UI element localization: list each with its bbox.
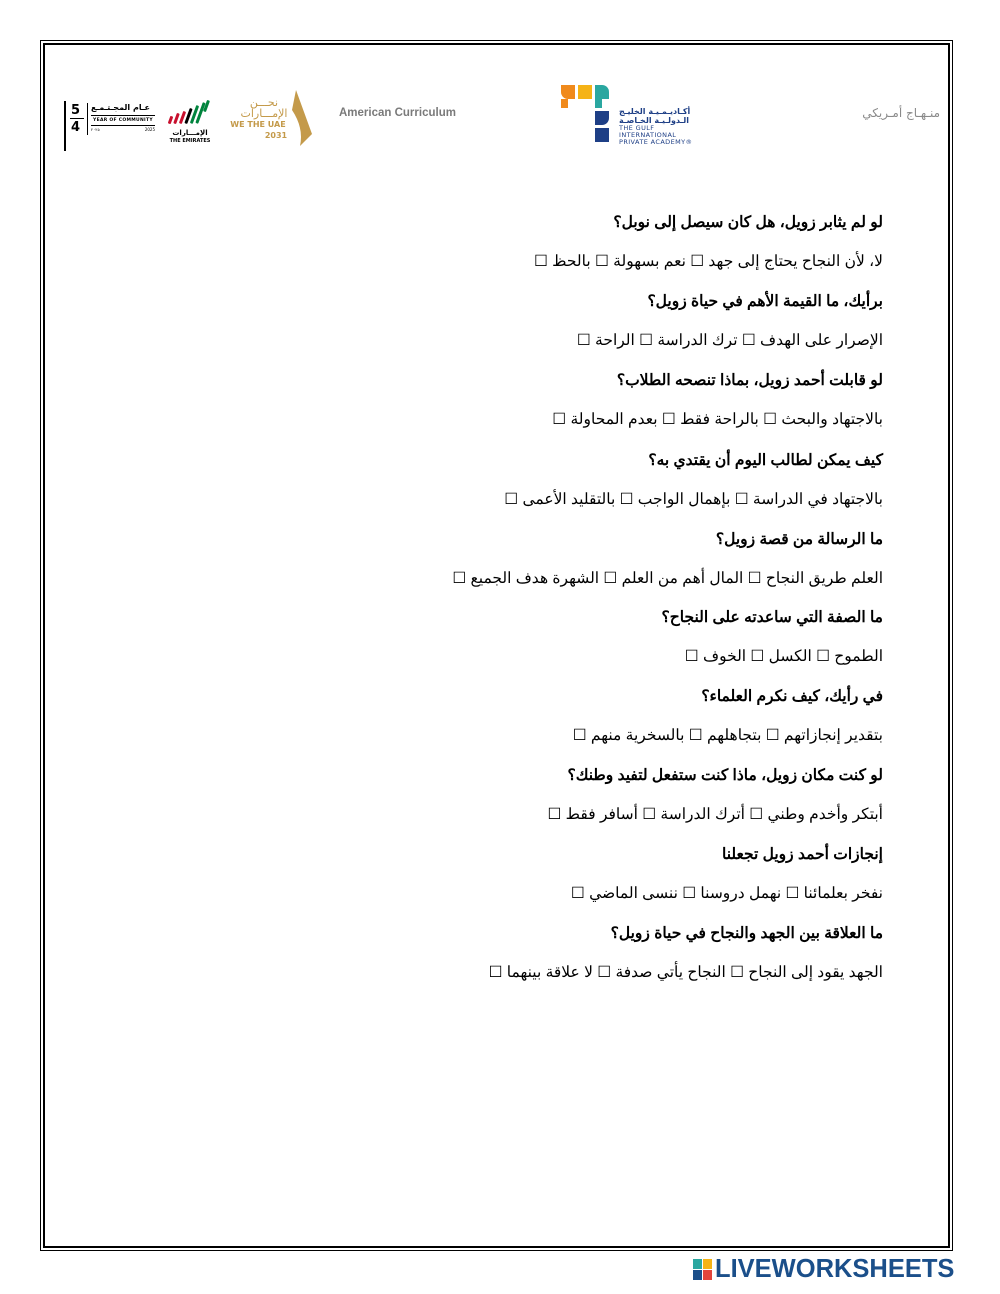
- question-title: لو قابلت أحمد زويل، بماذا تنصحه الطلاب؟: [616, 372, 883, 389]
- question-title: في رأيك، كيف نكرم العلماء؟: [701, 688, 883, 705]
- question-8: [547, 766, 883, 825]
- question-title: لو لم يثابر زويل، هل كان سيصل إلى نوبل؟: [613, 214, 883, 231]
- american-curriculum-arabic-label: منـهـاج أمـريكي: [862, 106, 940, 120]
- question-title: برأيك، ما القيمة الأهم في حياة زويل؟: [647, 293, 883, 310]
- question-options[interactable]: بالاجتهاد في الدراسة ☐ بإهمال الواجب ☐ بالتقليد الأعمى ☐: [504, 491, 883, 508]
- question-2: [577, 292, 883, 351]
- question-title: إنجازات أحمد زويل تجعلنا: [722, 846, 883, 863]
- question-4: [504, 451, 883, 510]
- question-options[interactable]: نفخر بعلمائنا ☐ نهمل دروسنا ☐ ننسى الماضي ☐: [570, 885, 883, 902]
- question-options[interactable]: أبتكر وأخدم وطني ☐ أترك الدراسة ☐ أسافر فقط ☐: [547, 806, 883, 823]
- question-3: [552, 371, 883, 430]
- question-options[interactable]: الإصرار على الهدف ☐ ترك الدراسة ☐ الراحة ☐: [576, 332, 883, 349]
- question-9: [571, 845, 883, 904]
- year-of-community-english: YEAR OF COMMUNITY: [91, 115, 155, 126]
- question-title: ما الصفة التي ساعدته على النجاح؟: [661, 609, 883, 626]
- liveworksheets-wordmark: LIVEWORKSHEETS: [715, 1255, 955, 1283]
- question-5: [452, 530, 883, 589]
- liveworksheets-icon: [693, 1259, 713, 1281]
- question-options[interactable]: الطموح ☐ الكسل ☐ الخوف ☐: [684, 648, 883, 665]
- question-title: كيف يمكن لطالب اليوم أن يقتدي به؟: [648, 452, 883, 469]
- american-curriculum-label: American Curriculum: [339, 107, 456, 119]
- gulf-academy-logo: أكـاديـمـيـة الخليـج الـدولـيـة الخـاصـة THE GULF INTERNATIONAL PRIVATE ACADEMY®: [561, 85, 721, 147]
- question-6: [662, 608, 884, 667]
- question-7: [573, 687, 883, 746]
- question-title: ما العلاقة بين الجهد والنجاح في حياة زويل؟: [610, 925, 883, 942]
- question-options[interactable]: بالاجتهاد والبحث ☐ بالراحة فقط ☐ بعدم المحاولة ☐: [552, 411, 883, 428]
- the-emirates-logo: الإمـــارات THE EMIRATES: [166, 100, 216, 148]
- question-options[interactable]: الجهد يقود إلى النجاح ☐ النجاح يأتي صدفة ☐ لا علاقة بينهما ☐: [488, 964, 883, 981]
- year-of-community-logo: 5 4 عـام المجـتـمـع YEAR OF COMMUNITY ٢٠٢٥ 2025: [64, 101, 156, 151]
- question-title: ما الرسالة من قصة زويل؟: [715, 531, 883, 548]
- logo-digit-5: 5: [71, 103, 81, 118]
- we-the-uae-2031-logo: نحـــن الإمـــارات WE THE UAE 2031: [220, 88, 316, 150]
- question-10: [489, 924, 883, 983]
- question-options[interactable]: لا، لأن النجاح يحتاج إلى جهد ☐ نعم بسهولة ☐ بالحظ ☐: [533, 253, 883, 270]
- year-of-community-arabic: عـام المجـتـمـع: [91, 103, 151, 112]
- logo-digit-4: 4: [71, 120, 81, 135]
- question-options[interactable]: العلم طريق النجاح ☐ المال أهم من العلم ☐ الشهرة هدف الجميع ☐: [452, 570, 883, 587]
- question-title: لو كنت مكان زويل، ماذا كنت ستفعل لتفيد وطنك؟: [567, 767, 883, 784]
- question-1: [534, 213, 883, 272]
- question-options[interactable]: بتقدير إنجازاتهم ☐ بتجاهلهم ☐ بالسخرية منهم ☐: [572, 727, 883, 744]
- liveworksheets-logo[interactable]: [693, 1254, 993, 1284]
